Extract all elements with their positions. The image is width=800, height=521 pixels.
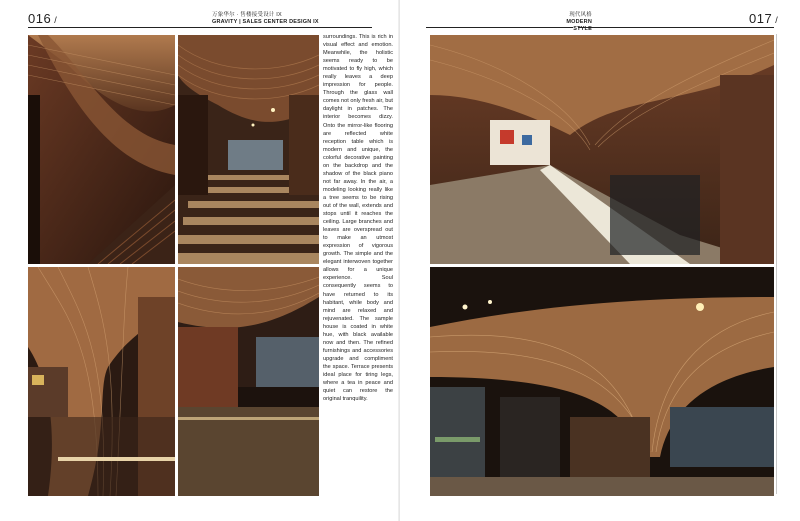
running-header-left: 万象华尔 · 售楼接受设计 IX GRAVITY | SALES CENTER DESIGN IX [212,12,319,25]
header-rule-right [426,27,573,28]
header-rule-left-2 [212,27,372,28]
photo-spiral-staircase-left [28,35,175,264]
page-edge-strip [776,34,777,494]
page-number-right: 017 / [749,11,779,26]
body-text-column: surroundings. This is rich in visual effect and emotion. Meanwhile, the holistic seems ready to be motivated to fly high, which really leaves a deep impression for people. Through the glass wall comes not only fresh air, but daylight in patches. The interior becomes dizzy. Onto the mirror-like flooring are reflected white reception table which is modern and unique, the colorful decorative painting on the backdrop and the shadow of the black piano not far away. In the air, a modeling looking really like a tree seems to be rising out of the wall, extends and stops until it reaches the ceiling. Large branches and leaves are overspread out to make an utmost expression of vigorous growth. The simple and the elegant interwoven together allows for a unique experience. Soul consequently seems to have returned to its habitant, while body and mind are relaxed and rejuvenated. The sample house is coated in white hue, with black available now and then. The refined furnishings and accessories upgrade and compliment the space. Terrace presents ideal place for tiring legs, where a tea in peace and quiet can restore the original tranquility. [323,34,393,403]
photo-grand-staircase [178,35,319,264]
header-rule-left [28,27,213,28]
photo-reception-hall [178,267,319,496]
photo-ceiling-tree-canopy [430,267,774,496]
photo-twisted-column-atrium [28,267,175,496]
running-header-right: 现代风格 MODERN STYLE [566,12,592,32]
header-rule-right-2 [578,27,774,28]
photo-mezzanine-corridor [430,35,774,264]
page-number-left: 016 / [28,11,58,26]
